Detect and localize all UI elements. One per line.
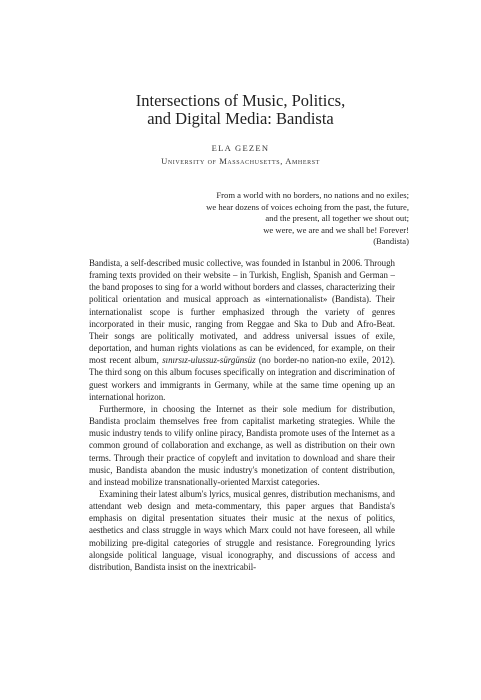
epigraph-attribution: (Bandista)	[373, 236, 409, 247]
body-text	[89, 257, 395, 573]
title-line-1: Intersections of Music, Politics,	[135, 91, 346, 110]
epigraph-line: From a world with no borders, no nations and no exiles;	[216, 190, 409, 200]
paragraph-3: Examining their latest album's lyrics, musical genres, distribution mechanisms, and attendant web design and meta-commentary, this paper argues that Bandista's emphasis on digital presentation situates their music at the nexus of politics, aesthetics and class struggle in ways which Marx could not have foreseen, all while mobilizing pre-digital categories of struggle and resistance. Foregrounding lyrics alongside political language, visual iconography, and discussions of access and distribution, Bandista insist on the inextricabil-	[89, 488, 395, 572]
epigraph-line: we were, we are and we shall be! Forever!	[263, 224, 409, 235]
paragraph-1-end: (no border-no nation-no exile, 2012). The third song on this album focuses specifically on integration and discrimination of guest workers and immigrants in Germany, while at the same time opening up an international horizon.	[89, 355, 396, 402]
paragraph-1	[89, 257, 395, 403]
title-line-2: and Digital Media: Bandista	[147, 109, 334, 128]
author-affiliation: University of Massachusetts, Amherst	[161, 156, 320, 166]
paragraph-1-text: Bandista, a self-described music collective, was founded in Istanbul in 2006. Through framing texts provided on their website – in Turkish, English, Spanish and German – the band proposes to sing for a world without borders and classes, characterizing their political orientation and musical approach as «internationalist» (Bandista). Their internationalist scope is further emphasized through the variety of genres incorporated in their music, ranging from Reggae and Ska to Dub and Afro-Beat. Their songs are politically motivated, and address universal issues of exile, deportation, and human rights violations as can be evidenced, for example, on their most recent album,	[89, 258, 395, 366]
epigraph-line: and the present, all together we shout out;	[265, 213, 409, 224]
epigraph	[149, 190, 409, 248]
epigraph-line: we hear dozens of voices echoing from the past, the future,	[206, 201, 409, 212]
paper-title	[0, 92, 481, 128]
paragraph-2: Furthermore, in choosing the Internet as their sole medium for distribution, Bandista proclaim themselves free from capitalist marketing strategies. While the music industry tends to vilify online piracy, Bandista promote uses of the Internet as a common ground of collaboration and exchange, as well as distribution on their own terms. Through their practice of copyleft and invitation to download and share their music, Bandista abandon the music industry's monetization of content distribution, and instead mobilize transnationally-oriented Marxist categories.	[89, 403, 395, 487]
author-name: ELA GEZEN	[211, 143, 270, 153]
album-title: sınırsız-ulussuz-sürgünsüz	[162, 355, 256, 366]
